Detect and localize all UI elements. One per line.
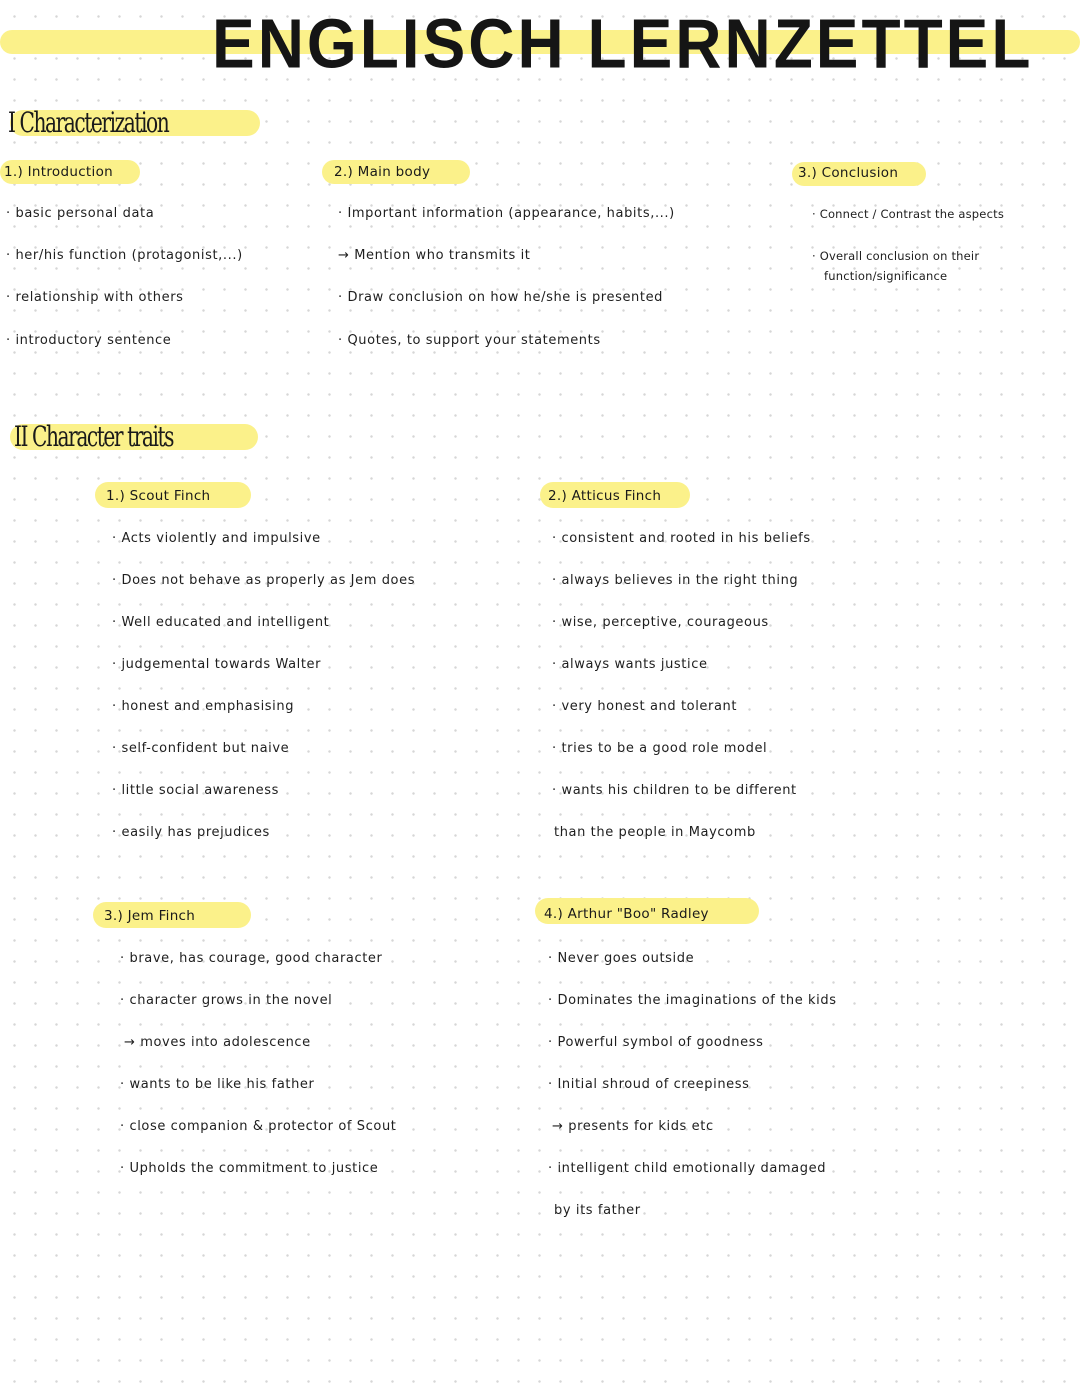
- list-item: · easily has prejudices: [112, 825, 270, 840]
- section-heading-characterization: I Characterization: [8, 106, 169, 139]
- list-item: · intelligent child emotionally damaged: [548, 1161, 827, 1176]
- list-item: · tries to be a good role model: [552, 741, 768, 756]
- list-item: by its father: [554, 1203, 641, 1218]
- list-item: · Never goes outside: [548, 951, 695, 966]
- list-item: · Connect / Contrast the aspects: [812, 207, 1005, 221]
- list-item: · wise, perceptive, courageous: [552, 615, 769, 630]
- list-item: · always believes in the right thing: [552, 573, 799, 588]
- list-item: · close companion & protector of Scout: [120, 1119, 397, 1134]
- list-item: · consistent and rooted in his beliefs: [552, 531, 811, 546]
- list-item: · basic personal data: [6, 206, 155, 221]
- list-item: · Draw conclusion on how he/she is presented: [338, 290, 664, 305]
- list-item: · Dominates the imaginations of the kids: [548, 993, 837, 1008]
- list-item: · Quotes, to support your statements: [338, 333, 601, 348]
- subheading-introduction: 1.) Introduction: [4, 164, 113, 180]
- list-item: function/significance: [824, 269, 948, 283]
- list-item: → presents for kids etc: [552, 1119, 714, 1134]
- list-item: · character grows in the novel: [120, 993, 333, 1008]
- list-item: · always wants justice: [552, 657, 708, 672]
- list-item: than the people in Maycomb: [554, 825, 756, 840]
- subheading-main-body: 2.) Main body: [334, 164, 431, 180]
- list-item: · Well educated and intelligent: [112, 615, 330, 630]
- list-item: · Powerful symbol of goodness: [548, 1035, 764, 1050]
- list-item: · honest and emphasising: [112, 699, 295, 714]
- list-item: · judgemental towards Walter: [112, 657, 322, 672]
- list-item: → moves into adolescence: [124, 1035, 311, 1050]
- list-item: · Acts violently and impulsive: [112, 531, 321, 546]
- list-item: · Does not behave as properly as Jem does: [112, 573, 416, 588]
- list-item: · Important information (appearance, habits,...): [338, 206, 675, 221]
- list-item: · introductory sentence: [6, 333, 172, 348]
- list-item: · wants his children to be different: [552, 783, 797, 798]
- list-item: · brave, has courage, good character: [120, 951, 383, 966]
- list-item: · Initial shroud of creepiness: [548, 1077, 750, 1092]
- subheading-scout-finch: 1.) Scout Finch: [106, 488, 211, 504]
- page-title: ENGLISCH LERNZETTEL: [212, 5, 1034, 83]
- list-item: · relationship with others: [6, 290, 184, 305]
- list-item: · wants to be like his father: [120, 1077, 315, 1092]
- subheading-jem-finch: 3.) Jem Finch: [104, 908, 196, 924]
- section-heading-character-traits: II Character traits: [14, 420, 174, 453]
- list-item: · very honest and tolerant: [552, 699, 738, 714]
- list-item: · Overall conclusion on their: [812, 249, 980, 263]
- subheading-conclusion: 3.) Conclusion: [798, 165, 899, 181]
- list-item: · Upholds the commitment to justice: [120, 1161, 379, 1176]
- list-item: → Mention who transmits it: [338, 248, 531, 263]
- list-item: · self-confident but naive: [112, 741, 290, 756]
- subheading-atticus-finch: 2.) Atticus Finch: [548, 488, 662, 504]
- subheading-arthur-radley: 4.) Arthur "Boo" Radley: [544, 906, 709, 922]
- list-item: · her/his function (protagonist,...): [6, 248, 243, 263]
- list-item: · little social awareness: [112, 783, 280, 798]
